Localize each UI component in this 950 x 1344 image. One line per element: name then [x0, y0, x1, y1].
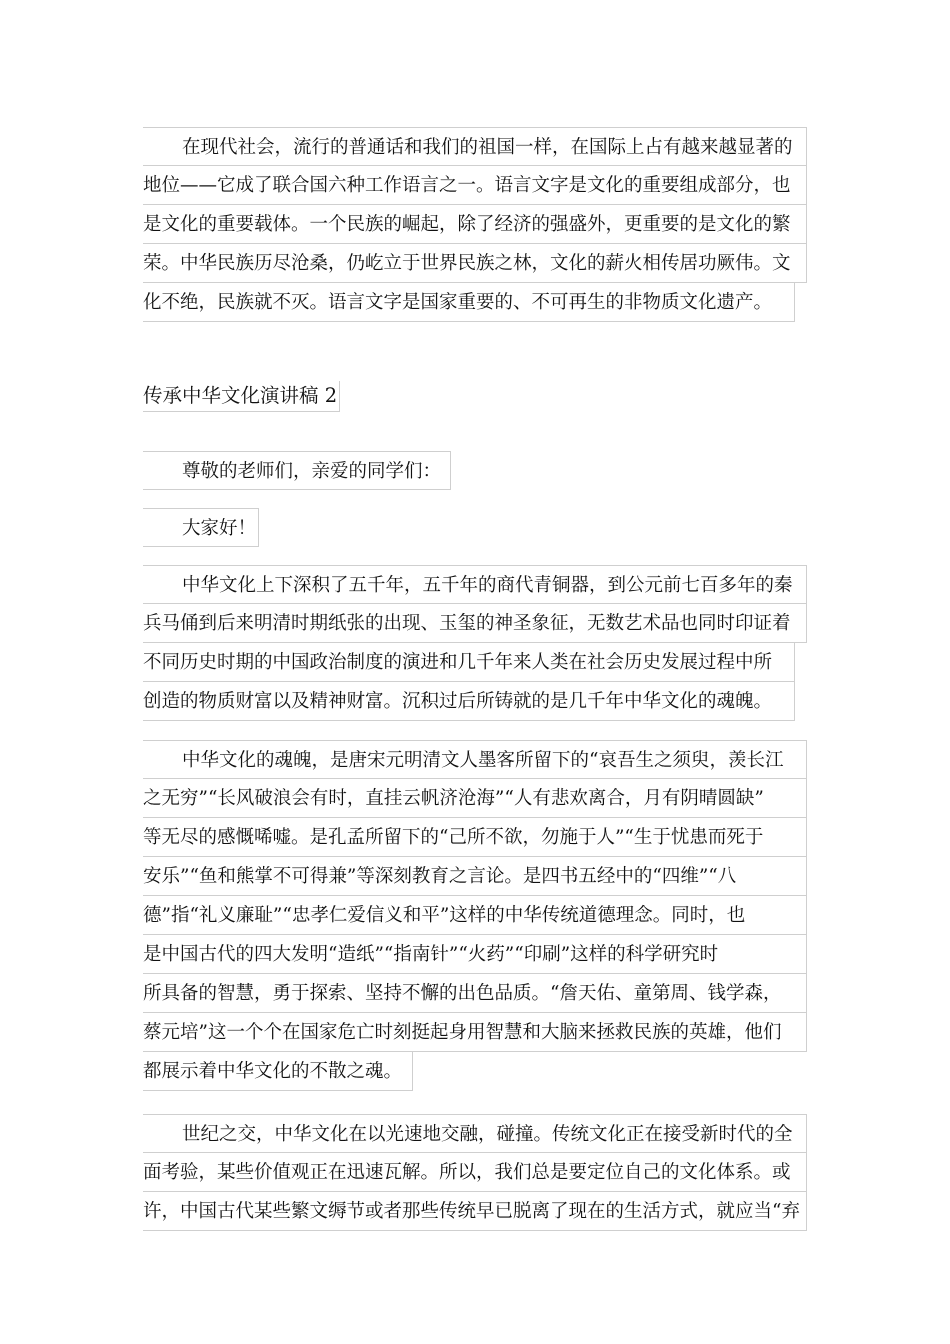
paragraph-line: 德”指“礼义廉耻”“忠孝仁爱信义和平”这样的中华传统道德理念。同时，也	[143, 896, 807, 935]
paragraph-line: 兵马俑到后来明清时期纸张的出现、玉玺的神圣象征，无数艺术品也同时印证着	[143, 604, 807, 643]
paragraph-line: 蔡元培”这一个个在国家危亡时刻挺起身用智慧和大脑来拯救民族的英雄，他们	[143, 1013, 807, 1052]
paragraph-line: 等无尽的感慨唏嘘。是孔孟所留下的“己所不欲，勿施于人”“生于忧患而死于	[143, 818, 807, 857]
paragraph-line: 许，中国古代某些繁文缛节或者那些传统早已脱离了现在的生活方式，就应当“弃	[143, 1192, 807, 1231]
paragraph-line: 是中国古代的四大发明“造纸”“指南针”“火药”“印刷”这样的科学研究时	[143, 935, 807, 974]
paragraph-line: 中华文化的魂魄，是唐宋元明清文人墨客所留下的“哀吾生之须臾，羡长江	[143, 740, 807, 779]
paragraph-line: 尊敬的老师们，亲爱的同学们：	[143, 451, 451, 490]
paragraph-line: 在现代社会，流行的普通话和我们的祖国一样，在国际上占有越来越显著的	[143, 127, 807, 166]
paragraph-line: 荣。中华民族历尽沧桑，仍屹立于世界民族之林，文化的薪火相传居功厥伟。文	[143, 244, 807, 283]
paragraph-2	[143, 565, 807, 721]
paragraph-line: 创造的物质财富以及精神财富。沉积过后所铸就的是几千年中华文化的魂魄。	[143, 682, 795, 721]
paragraph-line: 安乐”“鱼和熊掌不可得兼”等深刻教育之言论。是四书五经中的“四维”“八	[143, 857, 807, 896]
hello-line	[143, 508, 259, 547]
paragraph-line: 都展示着中华文化的不散之魂。	[143, 1052, 413, 1091]
paragraph-line: 面考验，某些价值观正在迅速瓦解。所以，我们总是要定位自己的文化体系。或	[143, 1153, 807, 1192]
paragraph-line: 不同历史时期的中国政治制度的演进和几千年来人类在社会历史发展过程中所	[143, 643, 795, 682]
paragraph-line: 之无穷”“长风破浪会有时，直挂云帆济沧海”“人有悲欢离合，月有阴晴圆缺”	[143, 779, 807, 818]
paragraph-line: 大家好！	[143, 508, 259, 547]
paragraph-line: 世纪之交，中华文化在以光速地交融，碰撞。传统文化正在接受新时代的全	[143, 1114, 807, 1153]
paragraph-line: 化不绝，民族就不灭。语言文字是国家重要的、不可再生的非物质文化遗产。	[143, 283, 795, 322]
paragraph-3	[143, 740, 807, 1091]
paragraph-line: 所具备的智慧，勇于探索、坚持不懈的出色品质。“詹天佑、童第周、钱学森，	[143, 974, 807, 1013]
paragraph-line: 是文化的重要载体。一个民族的崛起，除了经济的强盛外，更重要的是文化的繁	[143, 205, 807, 244]
paragraph-line: 中华文化上下深积了五千年，五千年的商代青铜器，到公元前七百多年的秦	[143, 565, 807, 604]
greeting-line	[143, 451, 451, 490]
paragraph-4	[143, 1114, 807, 1231]
paragraph-1	[143, 127, 807, 322]
section-heading: 传承中华文化演讲稿 2	[143, 381, 340, 412]
paragraph-line: 地位——它成了联合国六种工作语言之一。语言文字是文化的重要组成部分，也	[143, 166, 807, 205]
